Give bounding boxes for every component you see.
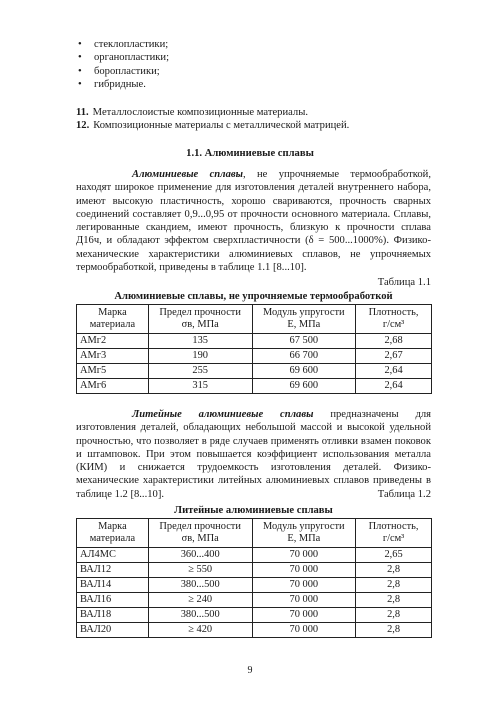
bullet-item	[76, 78, 169, 91]
cell-grade: АМг6	[77, 379, 149, 394]
term-aluminum-alloys: Алюминиевые сплавы	[132, 169, 243, 180]
cell-grade: ВАЛ16	[77, 593, 149, 608]
cell-density: 2,64	[356, 364, 432, 379]
table-row	[77, 548, 432, 563]
cell-modulus: 70 000	[252, 623, 356, 638]
item-number: 11.	[76, 107, 89, 118]
cell-modulus: 70 000	[252, 548, 356, 563]
paragraph-text: , не упрочняемые термообработкой, находят широкое применение для изготовления деталей внутреннего набора, имеют высокую пластичность, хорошо свариваются, прочность сварных соединений составляет 0,9...0,95 от прочности основного материала. Сплавы, легированные скандием, имеют прочность, близкую к прочности сплава Д16ч, и обладают эффектом сверхпластичности (δ = 500...1000%). Физико-механические характеристики алюминиевых сплавов, не упрочняемых термообработкой, приведены в таблице 1.1 [8...10].	[76, 169, 431, 274]
cell-strength: ≥ 240	[148, 593, 252, 608]
table-row	[77, 364, 432, 379]
header-strength: Предел прочности σв, МПа	[148, 305, 252, 334]
cell-density: 2,65	[356, 548, 432, 563]
bullet-text: гибридные.	[94, 79, 146, 91]
numbered-item	[76, 119, 349, 132]
cell-strength: 380...500	[148, 608, 252, 623]
cell-grade: ВАЛ18	[77, 608, 149, 623]
cell-strength: 315	[148, 379, 252, 394]
cell-strength: 255	[148, 364, 252, 379]
table-number: Таблица 1.2	[377, 489, 431, 500]
cell-density: 2,8	[356, 578, 432, 593]
header-density: Плотность, г/см³	[356, 305, 432, 334]
header-density: Плотность, г/см³	[356, 519, 432, 548]
section-title: 1.1. Алюминиевые сплавы	[186, 148, 314, 159]
cell-modulus: 66 700	[252, 349, 356, 364]
table-row	[77, 608, 432, 623]
cell-grade: АЛ4МС	[77, 548, 149, 563]
term-cast-alloys: Литейные алюминиевые сплавы	[132, 409, 314, 420]
cell-density: 2,8	[356, 593, 432, 608]
cell-strength: 135	[148, 334, 252, 349]
cell-modulus: 69 600	[252, 379, 356, 394]
table-row	[77, 379, 432, 394]
cell-density: 2,8	[356, 563, 432, 578]
table-header-row	[77, 305, 432, 334]
bullet-item	[76, 38, 169, 51]
cell-grade: АМг2	[77, 334, 149, 349]
cell-modulus: 69 600	[252, 364, 356, 379]
cell-modulus: 70 000	[252, 593, 356, 608]
cell-modulus: 70 000	[252, 578, 356, 593]
bullet-icon: •	[78, 52, 82, 64]
bullet-list	[76, 38, 169, 92]
bullet-text: боропластики;	[94, 65, 160, 77]
cell-density: 2,8	[356, 623, 432, 638]
cell-modulus: 67 500	[252, 334, 356, 349]
table-row	[77, 349, 432, 364]
cell-density: 2,67	[356, 349, 432, 364]
cell-density: 2,64	[356, 379, 432, 394]
table-row	[77, 593, 432, 608]
cell-grade: ВАЛ12	[77, 563, 149, 578]
table-title: Алюминиевые сплавы, не упрочняемые термообработкой	[114, 291, 393, 302]
table-header-row	[77, 519, 432, 548]
bullet-text: стеклопластики;	[94, 39, 169, 50]
cell-strength: 360...400	[148, 548, 252, 563]
item-text: Композиционные материалы с металлической матрицей.	[93, 120, 350, 132]
page-number: 9	[247, 665, 253, 676]
table-number: Таблица 1.1	[377, 277, 431, 288]
header-grade: Марка материала	[77, 519, 149, 548]
paragraph-text: предназначены для изготовления деталей, обладающих небольшой массой и высокой удельной прочностью, что позволяет в ряде случаев применять отливки взамен поковок и штамповок. При этом повышается коэффициент использования металла (КИМ) и снижается трудоемкость изготовления деталей. Физико-механические характеристики литейных алюминиевых сплавов приведены в таблице 1.2 [8...10].	[76, 409, 431, 500]
bullet-text: органопластики;	[94, 52, 170, 64]
table-row	[77, 623, 432, 638]
bullet-icon: •	[78, 65, 82, 77]
item-text: Металлослоистые композиционные материалы.	[92, 107, 308, 118]
header-modulus: Модуль упругости E, МПа	[252, 519, 356, 548]
numbered-list	[76, 106, 349, 133]
cell-density: 2,8	[356, 608, 432, 623]
cell-strength: ≥ 420	[148, 623, 252, 638]
cell-density: 2,68	[356, 334, 432, 349]
item-number: 12.	[76, 120, 90, 132]
numbered-item	[76, 106, 349, 119]
cell-strength: 380...500	[148, 578, 252, 593]
cell-grade: ВАЛ14	[77, 578, 149, 593]
paragraph-aluminum-alloys	[76, 168, 431, 274]
header-grade: Марка материала	[77, 305, 149, 334]
cell-grade: АМг3	[77, 349, 149, 364]
table-non-heat-treatable-alloys	[76, 304, 432, 394]
table-row	[77, 563, 432, 578]
cell-strength: 190	[148, 349, 252, 364]
cell-strength: ≥ 550	[148, 563, 252, 578]
cell-grade: АМг5	[77, 364, 149, 379]
cell-modulus: 70 000	[252, 608, 356, 623]
table-row	[77, 334, 432, 349]
bullet-item	[76, 65, 169, 78]
table-title: Литейные алюминиевые сплавы	[174, 505, 333, 516]
bullet-icon: •	[78, 39, 82, 50]
cell-grade: ВАЛ20	[77, 623, 149, 638]
table-row	[77, 578, 432, 593]
bullet-icon: •	[78, 79, 82, 91]
header-modulus: Модуль упругости E, МПа	[252, 305, 356, 334]
cell-modulus: 70 000	[252, 563, 356, 578]
bullet-item	[76, 51, 169, 64]
header-strength: Предел прочности σв, МПа	[148, 519, 252, 548]
table-cast-alloys	[76, 518, 432, 638]
